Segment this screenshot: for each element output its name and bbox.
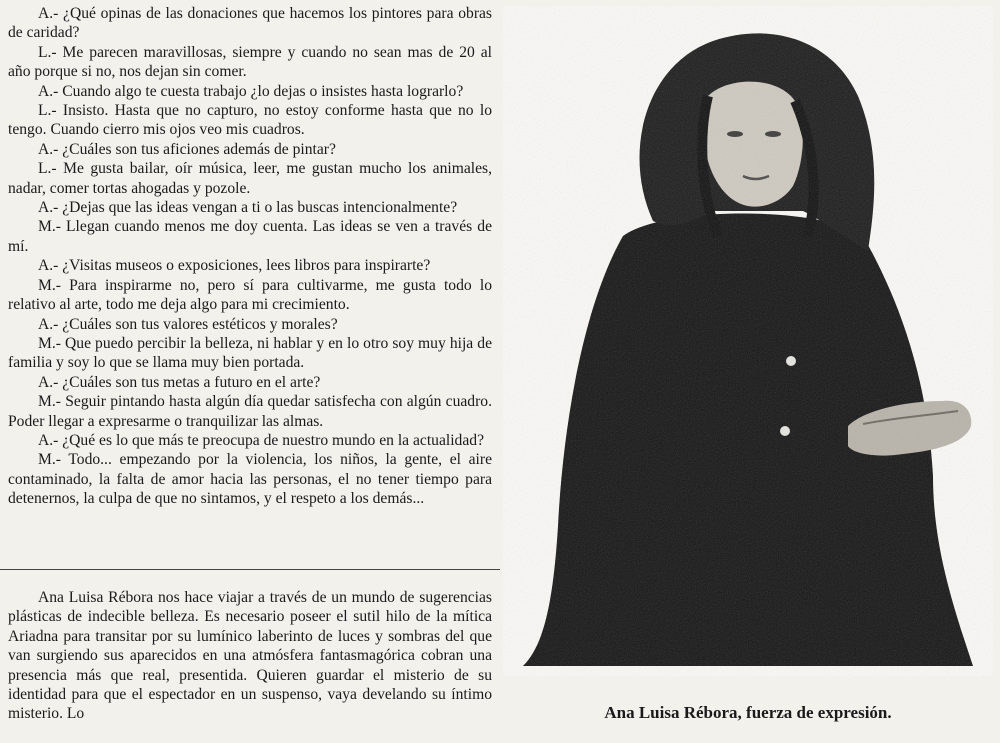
interview-paragraph: A.- ¿Cuáles son tus aficiones además de pintar? [38,140,336,158]
interview-paragraph: L.- Me gusta bailar, oír música, leer, me gustan mucho los animales, nadar, comer tortas ahogadas y pozole. [8,160,492,197]
portrait-illustration [503,6,993,676]
interview-column [8,4,492,723]
interview-paragraph: A.- ¿Cuáles son tus metas a futuro en el arte? [38,373,321,391]
interview-paragraph: A.- ¿Cuáles son tus valores estéticos y morales? [38,315,338,333]
interview-paragraph: A.- ¿Qué es lo que más te preocupa de nuestro mundo en la actualidad? [38,431,484,449]
interview-paragraph: A.- Cuando algo te cuesta trabajo ¿lo dejas o insistes hasta lograrlo? [38,82,464,100]
photo-caption: Ana Luisa Rébora, fuerza de expresión. [604,703,892,722]
interview-paragraph: A.- ¿Qué opinas de las donaciones que hacemos los pintores para obras de caridad? [8,5,492,42]
section-divider [0,569,500,570]
article-paragraph: Ana Luisa Rébora nos hace viajar a través de un mundo de sugerencias plásticas de indecible belleza. Es necesario poseer el sutil hilo de la mítica Ariadna para transitar por su lumínico laberinto de luces y sombras del que van surgiendo sus aparecidos en una atmósfera fantasmagórica cobran una presencia más que real, presentida. Quieren guardar el misterio de su identidad para que el espectador en un suspenso, vaya develando su íntimo misterio. Lo [8,589,492,723]
interview-paragraph: M.- Llegan cuando menos me doy cuenta. Las ideas se ven a través de mí. [8,218,492,255]
portrait-photo [503,6,993,676]
interview-paragraph: M.- Todo... empezando por la violencia, los niños, la gente, el aire contaminado, la falta de amor hacia las personas, el no tener tiempo para detenernos, la culpa de que no sintamos, y el respeto a los demás... [8,451,492,508]
interview-paragraph: A.- ¿Dejas que las ideas vengan a ti o las buscas intencionalmente? [38,199,458,217]
interview-qa [8,4,492,509]
interview-paragraph: M.- Para inspirarme no, pero sí para cultivarme, me gusta todo lo relativo al arte, todo me deja algo para mi crecimiento. [8,276,492,314]
interview-paragraph: L.- Insisto. Hasta que no capturo, no estoy conforme hasta que no lo tengo. Cuando cierro mis ojos veo mis cuadros. [8,102,492,139]
interview-paragraph: M.- Que puedo percibir la belleza, ni hablar y en lo otro soy muy hija de familia y soy lo que se llama muy bien portada. [8,334,492,372]
interview-paragraph: L.- Me parecen maravillosas, siempre y cuando no sean mas de 20 al año porque si no, nos dejan sin comer. [8,43,492,81]
interview-paragraph: M.- Seguir pintando hasta algún día quedar satisfecha con algún cuadro. Poder llegar a expresarme o tranquilizar las almas. [8,393,492,430]
interview-paragraph: A.- ¿Visitas museos o exposiciones, lees libros para inspirarte? [38,257,431,275]
article-text [8,588,492,724]
